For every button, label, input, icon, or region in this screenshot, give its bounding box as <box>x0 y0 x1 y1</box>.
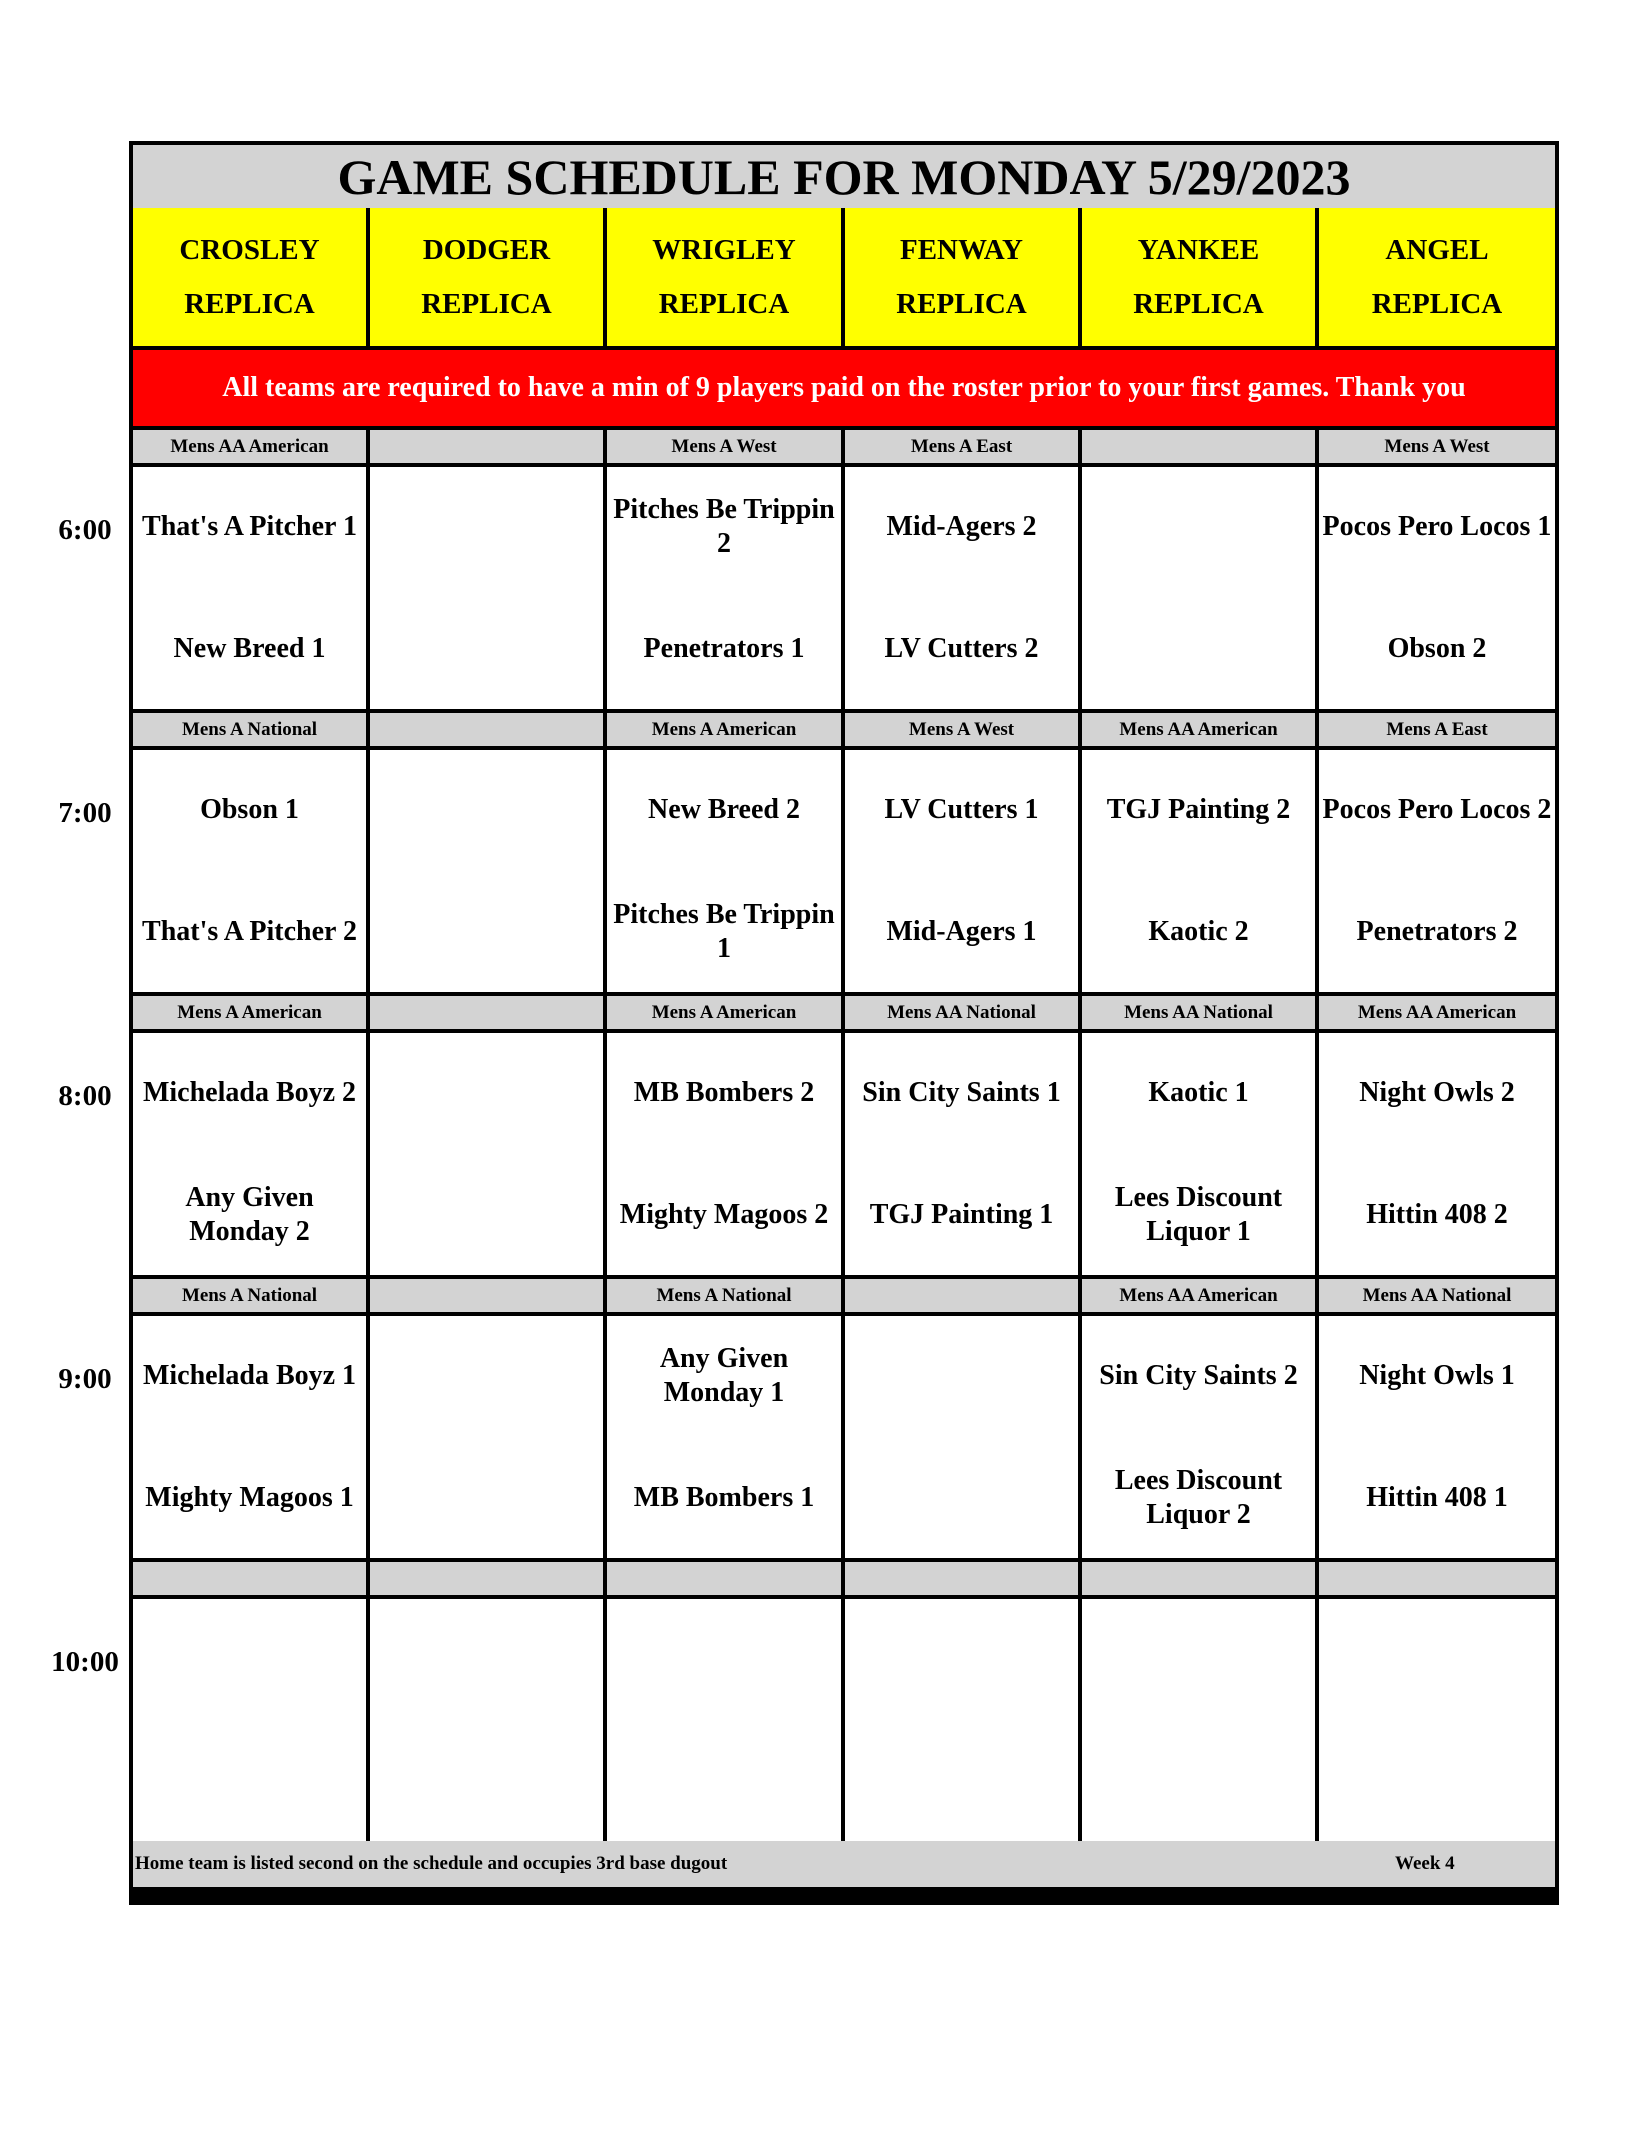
time-label: 8:00 <box>58 1080 112 1112</box>
home-team: Mighty Magoos 2 <box>619 1199 829 1230</box>
division-label: Mens A National <box>133 713 366 746</box>
game-cell <box>1082 750 1315 992</box>
home-team: Hittin 408 1 <box>1366 1482 1508 1513</box>
away-team: Pocos Pero Locos 2 <box>1322 794 1552 825</box>
home-team: Lees Discount Liquor 1 <box>1114 1182 1283 1247</box>
game-cell <box>370 1033 603 1275</box>
division-label <box>845 1562 1078 1595</box>
game-cell <box>845 1033 1078 1275</box>
home-team <box>372 892 601 972</box>
game-cell <box>845 1316 1078 1558</box>
away-team <box>372 487 601 567</box>
away-team <box>609 1619 839 1699</box>
division-label <box>1082 430 1315 463</box>
venue-name: ANGEL <box>1385 234 1489 266</box>
home-team <box>1084 609 1313 689</box>
game-cell <box>1319 750 1555 992</box>
home-team: Hittin 408 2 <box>1366 1199 1508 1230</box>
division-label: Mens A West <box>607 430 841 463</box>
venue-header-dodger <box>370 208 603 346</box>
division-label <box>845 1279 1078 1312</box>
home-team: TGJ Painting 1 <box>869 1199 1054 1230</box>
game-cell <box>845 467 1078 709</box>
time-label: 10:00 <box>51 1646 119 1678</box>
home-team: MB Bombers 1 <box>633 1482 815 1513</box>
roster-notice <box>133 350 1555 426</box>
game-cell <box>133 1316 366 1558</box>
division-label: Mens AA American <box>133 430 366 463</box>
game-cell <box>1082 1599 1315 1841</box>
venue-type: REPLICA <box>658 288 790 320</box>
away-team: New Breed 2 <box>648 794 800 825</box>
division-label <box>370 1562 603 1595</box>
game-cell <box>1319 467 1555 709</box>
week-label: Week 4 <box>1395 1853 1455 1874</box>
away-team <box>372 1336 601 1416</box>
away-team: Night Owls 1 <box>1359 1360 1515 1391</box>
home-team <box>372 1175 601 1255</box>
footer-bar <box>133 1841 1555 1887</box>
page-title: GAME SCHEDULE FOR MONDAY 5/29/2023 <box>133 145 1555 208</box>
game-cell <box>133 750 366 992</box>
away-team: Any Given Monday 1 <box>659 1343 789 1408</box>
venue-name: CROSLEY <box>179 234 320 266</box>
venue-header-wrigley <box>607 208 841 346</box>
division-label: Mens AA American <box>1082 1279 1315 1312</box>
division-label: Mens AA National <box>1082 996 1315 1029</box>
away-team: Michelada Boyz 1 <box>142 1360 357 1391</box>
away-team: Pitches Be Trippin 2 <box>613 494 835 559</box>
venue-header-crosley <box>133 208 366 346</box>
division-label: Mens A West <box>1319 430 1555 463</box>
venue-name: DODGER <box>422 234 551 266</box>
venue-name: YANKEE <box>1137 234 1260 266</box>
home-team <box>1321 1741 1553 1821</box>
division-label <box>370 713 603 746</box>
division-label <box>133 1562 366 1595</box>
time-label: 7:00 <box>58 797 112 829</box>
division-label: Mens AA American <box>1082 713 1315 746</box>
division-label <box>1082 1562 1315 1595</box>
venue-type: REPLICA <box>184 288 315 320</box>
roster-notice-text: All teams are required to have a min of 9 players paid on the roster prior to your first games. Thank you <box>222 372 1466 403</box>
game-cell <box>370 1316 603 1558</box>
division-label: Mens A American <box>133 996 366 1029</box>
home-team <box>1084 1741 1313 1821</box>
away-team: Kaotic 1 <box>1148 1077 1249 1108</box>
away-team: Obson 1 <box>200 794 299 825</box>
home-team <box>372 609 601 689</box>
division-label: Mens A East <box>845 430 1078 463</box>
division-label: Mens A American <box>607 713 841 746</box>
home-team: Obson 2 <box>1387 633 1487 664</box>
away-team: MB Bombers 2 <box>633 1077 815 1108</box>
division-label: Mens A National <box>607 1279 841 1312</box>
game-cell <box>133 467 366 709</box>
away-team: Mid-Agers 2 <box>886 511 1037 542</box>
away-team: TGJ Painting 2 <box>1106 794 1291 825</box>
home-team <box>372 1458 601 1538</box>
home-team: LV Cutters 2 <box>884 633 1039 664</box>
division-label <box>607 1562 841 1595</box>
home-team: Pitches Be Trippin 1 <box>613 899 835 964</box>
home-team: Penetrators 1 <box>643 633 805 664</box>
home-team: Any Given Monday 2 <box>185 1182 314 1247</box>
home-team: Penetrators 2 <box>1356 916 1518 947</box>
away-team: Michelada Boyz 2 <box>142 1077 357 1108</box>
away-team: Sin City Saints 2 <box>1099 1360 1298 1391</box>
venue-header-yankee <box>1082 208 1315 346</box>
game-cell <box>1082 467 1315 709</box>
away-team <box>1321 1619 1553 1699</box>
venue-header-angel <box>1319 208 1555 346</box>
division-label: Mens A American <box>607 996 841 1029</box>
home-team <box>372 1741 601 1821</box>
game-cell <box>607 1599 841 1841</box>
away-team <box>1084 1619 1313 1699</box>
away-team: LV Cutters 1 <box>884 794 1039 825</box>
away-team <box>372 1053 601 1133</box>
venue-name: WRIGLEY <box>652 234 796 266</box>
time-label: 6:00 <box>58 514 112 546</box>
venue-type: REPLICA <box>896 288 1027 320</box>
game-cell <box>370 467 603 709</box>
game-cell <box>133 1033 366 1275</box>
venue-type: REPLICA <box>421 288 552 320</box>
home-team: Kaotic 2 <box>1148 916 1249 947</box>
away-team: That's A Pitcher 1 <box>142 511 357 542</box>
schedule-sheet <box>129 141 1559 1905</box>
home-team <box>847 1741 1076 1821</box>
game-cell <box>607 1316 841 1558</box>
home-team: Mighty Magoos 1 <box>145 1482 354 1513</box>
division-label: Mens A National <box>133 1279 366 1312</box>
division-label: Mens AA National <box>1319 1279 1555 1312</box>
home-team: New Breed 1 <box>173 633 326 664</box>
game-cell <box>1319 1316 1555 1558</box>
away-team <box>1084 487 1313 567</box>
division-label: Mens A West <box>845 713 1078 746</box>
division-label: Mens AA National <box>845 996 1078 1029</box>
venue-type: REPLICA <box>1133 288 1264 320</box>
game-cell <box>133 1599 366 1841</box>
away-team <box>847 1619 1076 1699</box>
time-label: 9:00 <box>58 1363 112 1395</box>
away-team: Sin City Saints 1 <box>862 1077 1061 1108</box>
division-label <box>370 430 603 463</box>
venue-name: FENWAY <box>899 234 1023 266</box>
venue-header-fenway <box>845 208 1078 346</box>
venue-type: REPLICA <box>1371 288 1503 320</box>
division-label: Mens AA American <box>1319 996 1555 1029</box>
away-team: Night Owls 2 <box>1359 1077 1515 1108</box>
game-cell <box>607 467 841 709</box>
division-label: Mens A East <box>1319 713 1555 746</box>
footer-note: Home team is listed second on the schedule and occupies 3rd base dugout <box>135 1853 728 1874</box>
game-cell <box>1082 1316 1315 1558</box>
division-label <box>1319 1562 1555 1595</box>
away-team <box>847 1336 1076 1416</box>
game-cell <box>845 1599 1078 1841</box>
home-team: That's A Pitcher 2 <box>142 916 357 947</box>
game-cell <box>370 750 603 992</box>
division-label <box>370 1279 603 1312</box>
home-team: Lees Discount Liquor 2 <box>1114 1465 1283 1530</box>
game-cell <box>607 1033 841 1275</box>
game-cell <box>845 750 1078 992</box>
home-team <box>135 1741 364 1821</box>
game-cell <box>1319 1599 1555 1841</box>
away-team <box>372 770 601 850</box>
away-team <box>372 1619 601 1699</box>
game-cell <box>370 1599 603 1841</box>
game-cell <box>1319 1033 1555 1275</box>
home-team: Mid-Agers 1 <box>886 916 1037 947</box>
home-team <box>847 1458 1076 1538</box>
division-label <box>370 996 603 1029</box>
game-cell <box>607 750 841 992</box>
away-team <box>135 1619 364 1699</box>
away-team: Pocos Pero Locos 1 <box>1322 511 1552 542</box>
game-cell <box>1082 1033 1315 1275</box>
home-team <box>609 1741 839 1821</box>
